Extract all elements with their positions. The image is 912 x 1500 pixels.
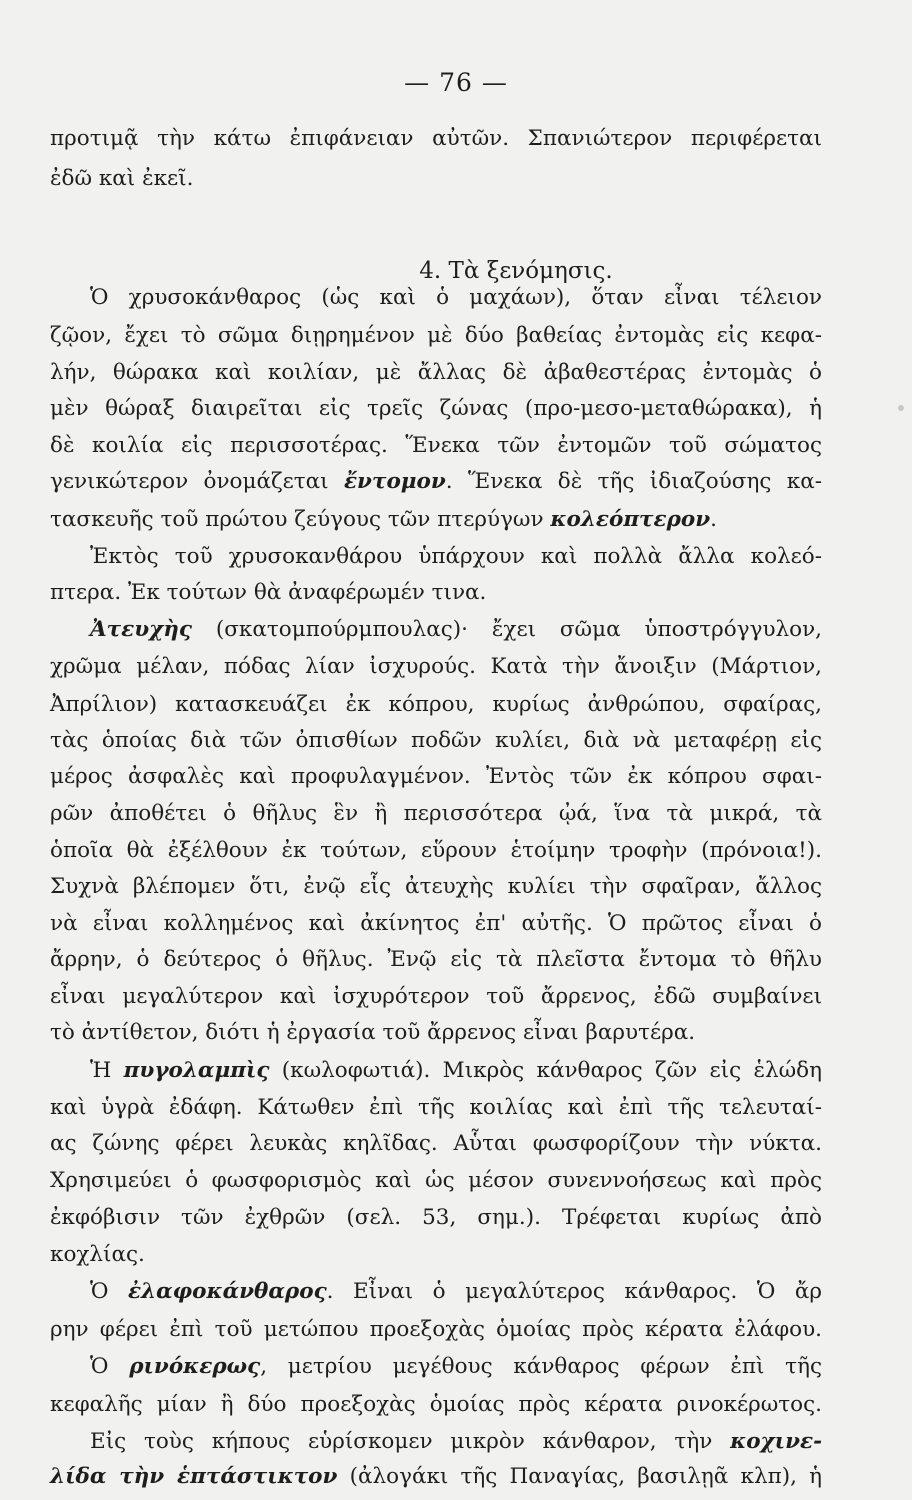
text-segment: εἶναι μεγαλύτερον καὶ ἰσχυρότερον τοῦ ἄρρενος, ἐδῶ συμβαίνει — [50, 984, 822, 1009]
text-segment: ὁποῖα θὰ ἐξέλθουν ἐκ τούτων, εὕρουν ἑτοίμην τροφὴν (πρόνοια!). — [50, 838, 822, 863]
text-segment: Ἀπρίλιον) κατασκευάζει ἐκ κόπρου, κυρίως ἀνθρώπου, σφαίρας, — [50, 692, 822, 717]
emphasized-term: Ἀτευχὴς — [90, 617, 192, 642]
text-segment: Ἐκτὸς τοῦ χρυσοκανθάρου ὑπάρχουν καὶ πολλὰ ἄλλα κολεό- — [90, 544, 822, 569]
text-line — [50, 766, 822, 788]
text-segment: ἐκφόβισιν τῶν ἐχθρῶν (σελ. 53, σημ.). Τρέφεται κυρίως ἀπὸ — [50, 1205, 822, 1230]
text-segment: τὸ ἀντίθετον, διότι ἡ ἐργασία τοῦ ἄρρενος εἶναι βαρυτέρα. — [50, 1020, 696, 1045]
text-line — [50, 986, 822, 1008]
emphasized-term: λίδα τὴν ἑπτάστικτον — [50, 1464, 338, 1489]
text-segment: ἄρρην, ὁ δεύτερος ὁ θῆλυς. Ἐνῷ εἰς τὰ πλεῖστα ἔντομα τὸ θῆλυ — [50, 947, 822, 972]
text-segment: μέρος ἀσφαλὲς καὶ προφυλαγμένον. Ἐντὸς τῶν ἐκ κόπρου σφαι- — [50, 764, 822, 789]
text-segment: . Ἕνεκα δὲ τῆς ἰδιαζούσης κα- — [445, 469, 822, 494]
text-line — [50, 509, 822, 531]
emphasized-term: ρινόκερως — [129, 1354, 261, 1379]
text-segment: (κωλοφωτιά). Μικρὸς κάνθαρος ζῶν εἰς ἑλώδη — [269, 1058, 823, 1083]
text-segment: γενικώτερον ὀνομάζεται — [50, 469, 344, 494]
text-segment: δὲ κοιλία εἰς περισσοτέρας. Ἕνεκα τῶν ἐντομῶν τοῦ σώματος — [50, 433, 822, 458]
text-segment: νὰ εἶναι κολλημένος καὶ ἀκίνητος ἐπ' αὐτῆς. Ὁ πρῶτος εἶναι ὁ — [50, 911, 822, 936]
text-line — [50, 325, 822, 347]
text-line — [50, 730, 822, 752]
text-segment: ας ζώνης φέρει λευκὰς κηλῖδας. Αὗται φωσφορίζουν τὴν νύκτα. — [50, 1131, 822, 1156]
text-segment: ρην φέρει ἐπὶ τοῦ μετώπου προεξοχὰς ὁμοίας πρὸς κέρατα ἐλάφου. — [50, 1317, 822, 1342]
emphasized-term: κολεόπτερον — [550, 507, 711, 532]
text-line — [50, 1133, 822, 1155]
text-segment: Χρησιμεύει ὁ φωσφορισμὸς καὶ ὡς μέσον συνεννοήσεως καὶ πρὸς — [50, 1168, 822, 1193]
text-segment: χρῶμα μέλαν, πόδας λίαν ἰσχυρούς. Κατὰ τὴν ἄνοιξιν (Μάρτιον, — [50, 654, 822, 679]
text-line — [50, 1170, 822, 1192]
text-line — [50, 398, 822, 420]
section-heading: 4. Τὰ ξενόμησις. — [419, 258, 613, 284]
text-line — [90, 1356, 822, 1378]
text-segment: ζῷον, ἔχει τὸ σῶμα διῃρημένον μὲ δύο βαθείας ἐντομὰς εἰς κεφα- — [50, 323, 822, 348]
text-line — [50, 949, 822, 971]
text-segment: Ἡ — [90, 1058, 124, 1083]
text-line — [90, 546, 822, 568]
text-segment: (σκατομπούρμπουλας)· ἔχει σῶμα ὑποστρόγγυλον, — [192, 617, 822, 642]
text-segment: ἐδῶ καὶ ἐκεῖ. — [50, 166, 194, 191]
text-line — [50, 1466, 822, 1488]
text-segment: Συχνὰ βλέπομεν ὅτι, ἐνῷ εἷς ἀτευχὴς κυλίει τὴν σφαῖραν, ἄλλος — [50, 874, 822, 899]
text-line — [90, 619, 822, 641]
text-segment: κοχλίας. — [50, 1242, 145, 1267]
text-line — [50, 840, 822, 862]
text-segment: (ἀλογάκι τῆς Παναγίας, βασιλῃᾶ κλπ), ἡ — [337, 1464, 822, 1489]
text-line — [50, 1244, 822, 1266]
text-segment: κεφαλῆς μίαν ἢ δύο προεξοχὰς ὁμοίας πρὸς κέρατα ρινοκέρωτος. — [50, 1392, 822, 1417]
text-segment: λήν, θώρακα καὶ κοιλίαν, μὲ ἄλλας δὲ ἀβαθεστέρας ἐντομὰς ὁ — [50, 360, 822, 385]
text-line — [90, 1060, 822, 1082]
text-line — [50, 1394, 822, 1416]
text-segment: Ὁ — [90, 1279, 128, 1304]
text-line — [50, 471, 822, 493]
text-line — [50, 694, 822, 716]
text-line — [50, 362, 822, 384]
text-line — [90, 1431, 822, 1453]
text-segment: πτερα. Ἐκ τούτων θὰ ἀναφέρωμέν τινα. — [50, 580, 487, 605]
text-segment: . — [710, 507, 717, 532]
emphasized-term: πυγολαμπὶς — [123, 1058, 270, 1083]
text-line — [50, 128, 822, 150]
text-line — [50, 435, 822, 457]
text-line — [50, 1022, 822, 1044]
text-line — [50, 582, 822, 604]
text-line — [50, 168, 822, 190]
text-line — [50, 876, 822, 898]
text-line — [50, 1097, 822, 1119]
emphasized-term: ἐλαφοκάνθαρος — [127, 1279, 327, 1304]
text-segment: προτιμᾷ τὴν κάτω ἐπιφάνειαν αὐτῶν. Σπανιώτερον περιφέρεται — [50, 126, 822, 151]
emphasized-term: ἔντομον — [343, 469, 446, 494]
text-line — [50, 656, 822, 678]
text-segment: . Εἶναι ὁ μεγαλύτερος κάνθαρος. Ὁ ἄρ — [326, 1279, 822, 1304]
text-segment: Ὁ — [90, 1354, 130, 1379]
text-segment: τασκευῆς τοῦ πρώτου ζεύγους τῶν πτερύγων — [50, 507, 551, 532]
text-segment: καὶ ὑγρὰ ἐδάφη. Κάτωθεν ἐπὶ τῆς κοιλίας καὶ ἐπὶ τῆς τελευταί- — [50, 1095, 822, 1120]
text-line — [50, 1319, 822, 1341]
text-segment: ρῶν ἀποθέτει ὁ θῆλυς ἓν ἢ περισσότερα ᾠά, ἵνα τὰ μικρά, τὰ — [50, 801, 822, 826]
text-segment: , μετρίου μεγέθους κάνθαρος φέρων ἐπὶ τῆς — [260, 1354, 822, 1379]
text-line — [50, 803, 822, 825]
text-segment: Εἰς τοὺς κήπους εὑρίσκομεν μικρὸν κάνθαρον, τὴν — [90, 1429, 731, 1454]
page-number: — 76 — — [404, 68, 508, 97]
page-speck — [898, 405, 904, 411]
emphasized-term: κοχινε- — [730, 1429, 822, 1454]
text-line — [50, 1207, 822, 1229]
text-segment: τὰς ὁποίας διὰ τῶν ὀπισθίων ποδῶν κυλίει, διὰ νὰ μεταφέρῃ εἰς — [50, 728, 822, 753]
text-segment: μὲν θώραξ διαιρεῖται εἰς τρεῖς ζώνας (προ-μεσο-μεταθώρακα), ἡ — [50, 396, 822, 421]
text-segment: Ὁ χρυσοκάνθαρος (ὡς καὶ ὁ μαχάων), ὅταν εἶναι τέλειον — [90, 285, 822, 310]
text-line — [50, 913, 822, 935]
text-line — [90, 287, 822, 309]
text-line — [90, 1281, 822, 1303]
